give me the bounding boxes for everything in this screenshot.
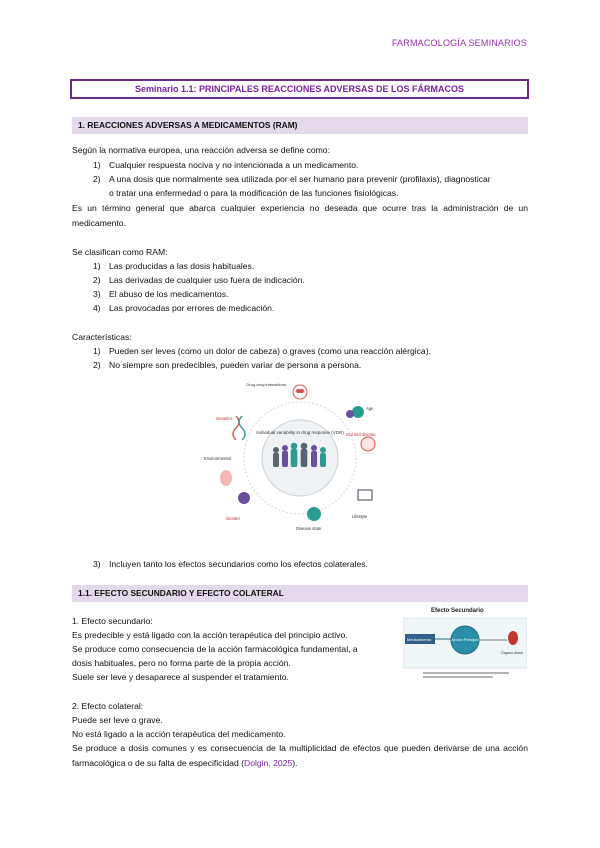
target-label: Acción Principal xyxy=(451,638,479,642)
list-text: El abuso de los medicamentos. xyxy=(109,289,229,299)
age-icon xyxy=(346,406,374,418)
definition-item xyxy=(93,158,528,173)
svg-text:Gender: Gender xyxy=(226,516,240,521)
feature-item xyxy=(93,358,528,373)
section-heading-ram: 1. REACCIONES ADVERSAS A MEDICAMENTOS (RAM) xyxy=(72,117,528,134)
classification-item xyxy=(93,259,528,274)
drug-drug-interactions-icon xyxy=(246,382,307,399)
classification-intro: Se clasifican como RAM: xyxy=(72,247,168,257)
disease-state-icon xyxy=(296,507,322,531)
lifestyle-icon xyxy=(352,490,372,519)
svg-text:Disease state: Disease state xyxy=(296,526,322,531)
gut-microbiome-icon xyxy=(346,432,376,451)
list-number: 4) xyxy=(93,303,101,313)
genetics-icon xyxy=(216,416,245,440)
list-number: 1) xyxy=(93,346,101,356)
list-number: 3) xyxy=(93,559,101,569)
svg-text:Environmental: Environmental xyxy=(204,456,231,461)
gender-icon xyxy=(226,492,250,521)
feature-item xyxy=(93,344,528,359)
list-text: Las derivadas de cualquier uso fuera de indicación. xyxy=(109,275,305,285)
svg-text:Age: Age xyxy=(366,406,374,411)
definition-intro: Según la normativa europea, una reacción adversa se define como: xyxy=(72,145,330,155)
definition-item-continued: o tratar una enfermedad o para la modificación de las funciones fisiológicas. xyxy=(109,188,399,198)
organ-label: Órgano diana xyxy=(501,651,523,655)
collateral-effect-title: 2. Efecto colateral: xyxy=(72,701,144,711)
citation-end: ). xyxy=(292,757,298,768)
secondary-effect-line: Suele ser leve y desaparece al suspender el tratamiento. xyxy=(72,672,289,682)
features-intro: Características: xyxy=(72,332,132,342)
classification-item xyxy=(93,287,528,302)
list-text: A una dosis que normalmente sea utilizada por el ser humano para prevenir (profilaxis), diagnosticar xyxy=(109,174,491,184)
definition-item xyxy=(93,172,528,187)
secondary-effect-line: dosis habituales, pero no forma parte de la propia acción. xyxy=(72,658,291,668)
secondary-effect-figure xyxy=(403,604,527,681)
svg-text:Lifestyle: Lifestyle xyxy=(352,514,368,519)
page-header: FARMACOLOGÍA SEMINARIOS xyxy=(391,38,527,48)
list-number: 2) xyxy=(93,174,101,184)
seminar-number: Seminario 1.1: xyxy=(134,84,197,94)
vdr-diagram xyxy=(200,378,400,538)
drug-label: Medicamento xyxy=(407,637,432,642)
general-definition: Es un término general que abarca cualquier experiencia no deseada que ocurre tras la administración de un medicamento. xyxy=(72,203,528,228)
secondary-effect-line: Es predecible y está ligado con la acción terapéutica del principio activo. xyxy=(72,630,348,640)
svg-text:Genetics: Genetics xyxy=(216,416,233,421)
environmental-icon xyxy=(204,456,232,486)
list-number: 2) xyxy=(93,360,101,370)
list-text: Incluyen tanto los efectos secundarios como los efectos colaterales. xyxy=(109,559,368,569)
section-heading-effects: 1.1. EFECTO SECUNDARIO Y EFECTO COLATERAL xyxy=(72,585,528,602)
seminar-title-text: PRINCIPALES REACCIONES ADVERSAS DE LOS FÁRMACOS xyxy=(196,84,465,94)
figure-title: Efecto Secundario xyxy=(431,608,484,614)
svg-text:Drug-drug interactions: Drug-drug interactions xyxy=(246,382,286,387)
seminar-title xyxy=(70,79,529,99)
list-number: 1) xyxy=(93,160,101,170)
center-label: Individual variability in drug response (VDR) xyxy=(256,430,344,435)
classification-item xyxy=(93,273,528,288)
list-text: Las provocadas por errores de medicación. xyxy=(109,303,275,313)
organ-icon xyxy=(508,631,518,645)
classification-item xyxy=(93,301,528,316)
list-text: Cualquier respuesta nociva y no intencionada a un medicamento. xyxy=(109,160,359,170)
list-text: Las producidas a las dosis habituales. xyxy=(109,261,255,271)
list-text: No siempre son predecibles, pueden variar de persona a persona. xyxy=(109,360,362,370)
vdr-figure xyxy=(200,378,400,538)
list-number: 3) xyxy=(93,289,101,299)
collateral-effect-paragraph xyxy=(72,741,528,770)
secondary-effect-line: Se produce como consecuencia de la acción farmacológica fundamental, a xyxy=(72,644,358,654)
list-number: 2) xyxy=(93,275,101,285)
secondary-effect-diagram xyxy=(403,604,527,681)
feature-item xyxy=(93,557,528,572)
collateral-effect-text: Se produce a dosis comunes y es consecuencia de la multiplicidad de efectos que pueden derivarse de una acción farmacológica o de su falta de especificidad ( xyxy=(72,743,528,768)
list-number: 1) xyxy=(93,261,101,271)
list-text: Pueden ser leves (como un dolor de cabeza) o graves (como una reacción alérgica). xyxy=(109,346,431,356)
secondary-effect-title: 1. Efecto secundario: xyxy=(72,616,153,626)
citation: Dolgin, 2025 xyxy=(243,757,293,768)
svg-text:Gut microbiome: Gut microbiome xyxy=(346,432,376,437)
collateral-effect-line: Puede ser leve o grave. xyxy=(72,715,163,725)
collateral-effect-line: No está ligado a la acción terapéutica del medicamento. xyxy=(72,729,286,739)
